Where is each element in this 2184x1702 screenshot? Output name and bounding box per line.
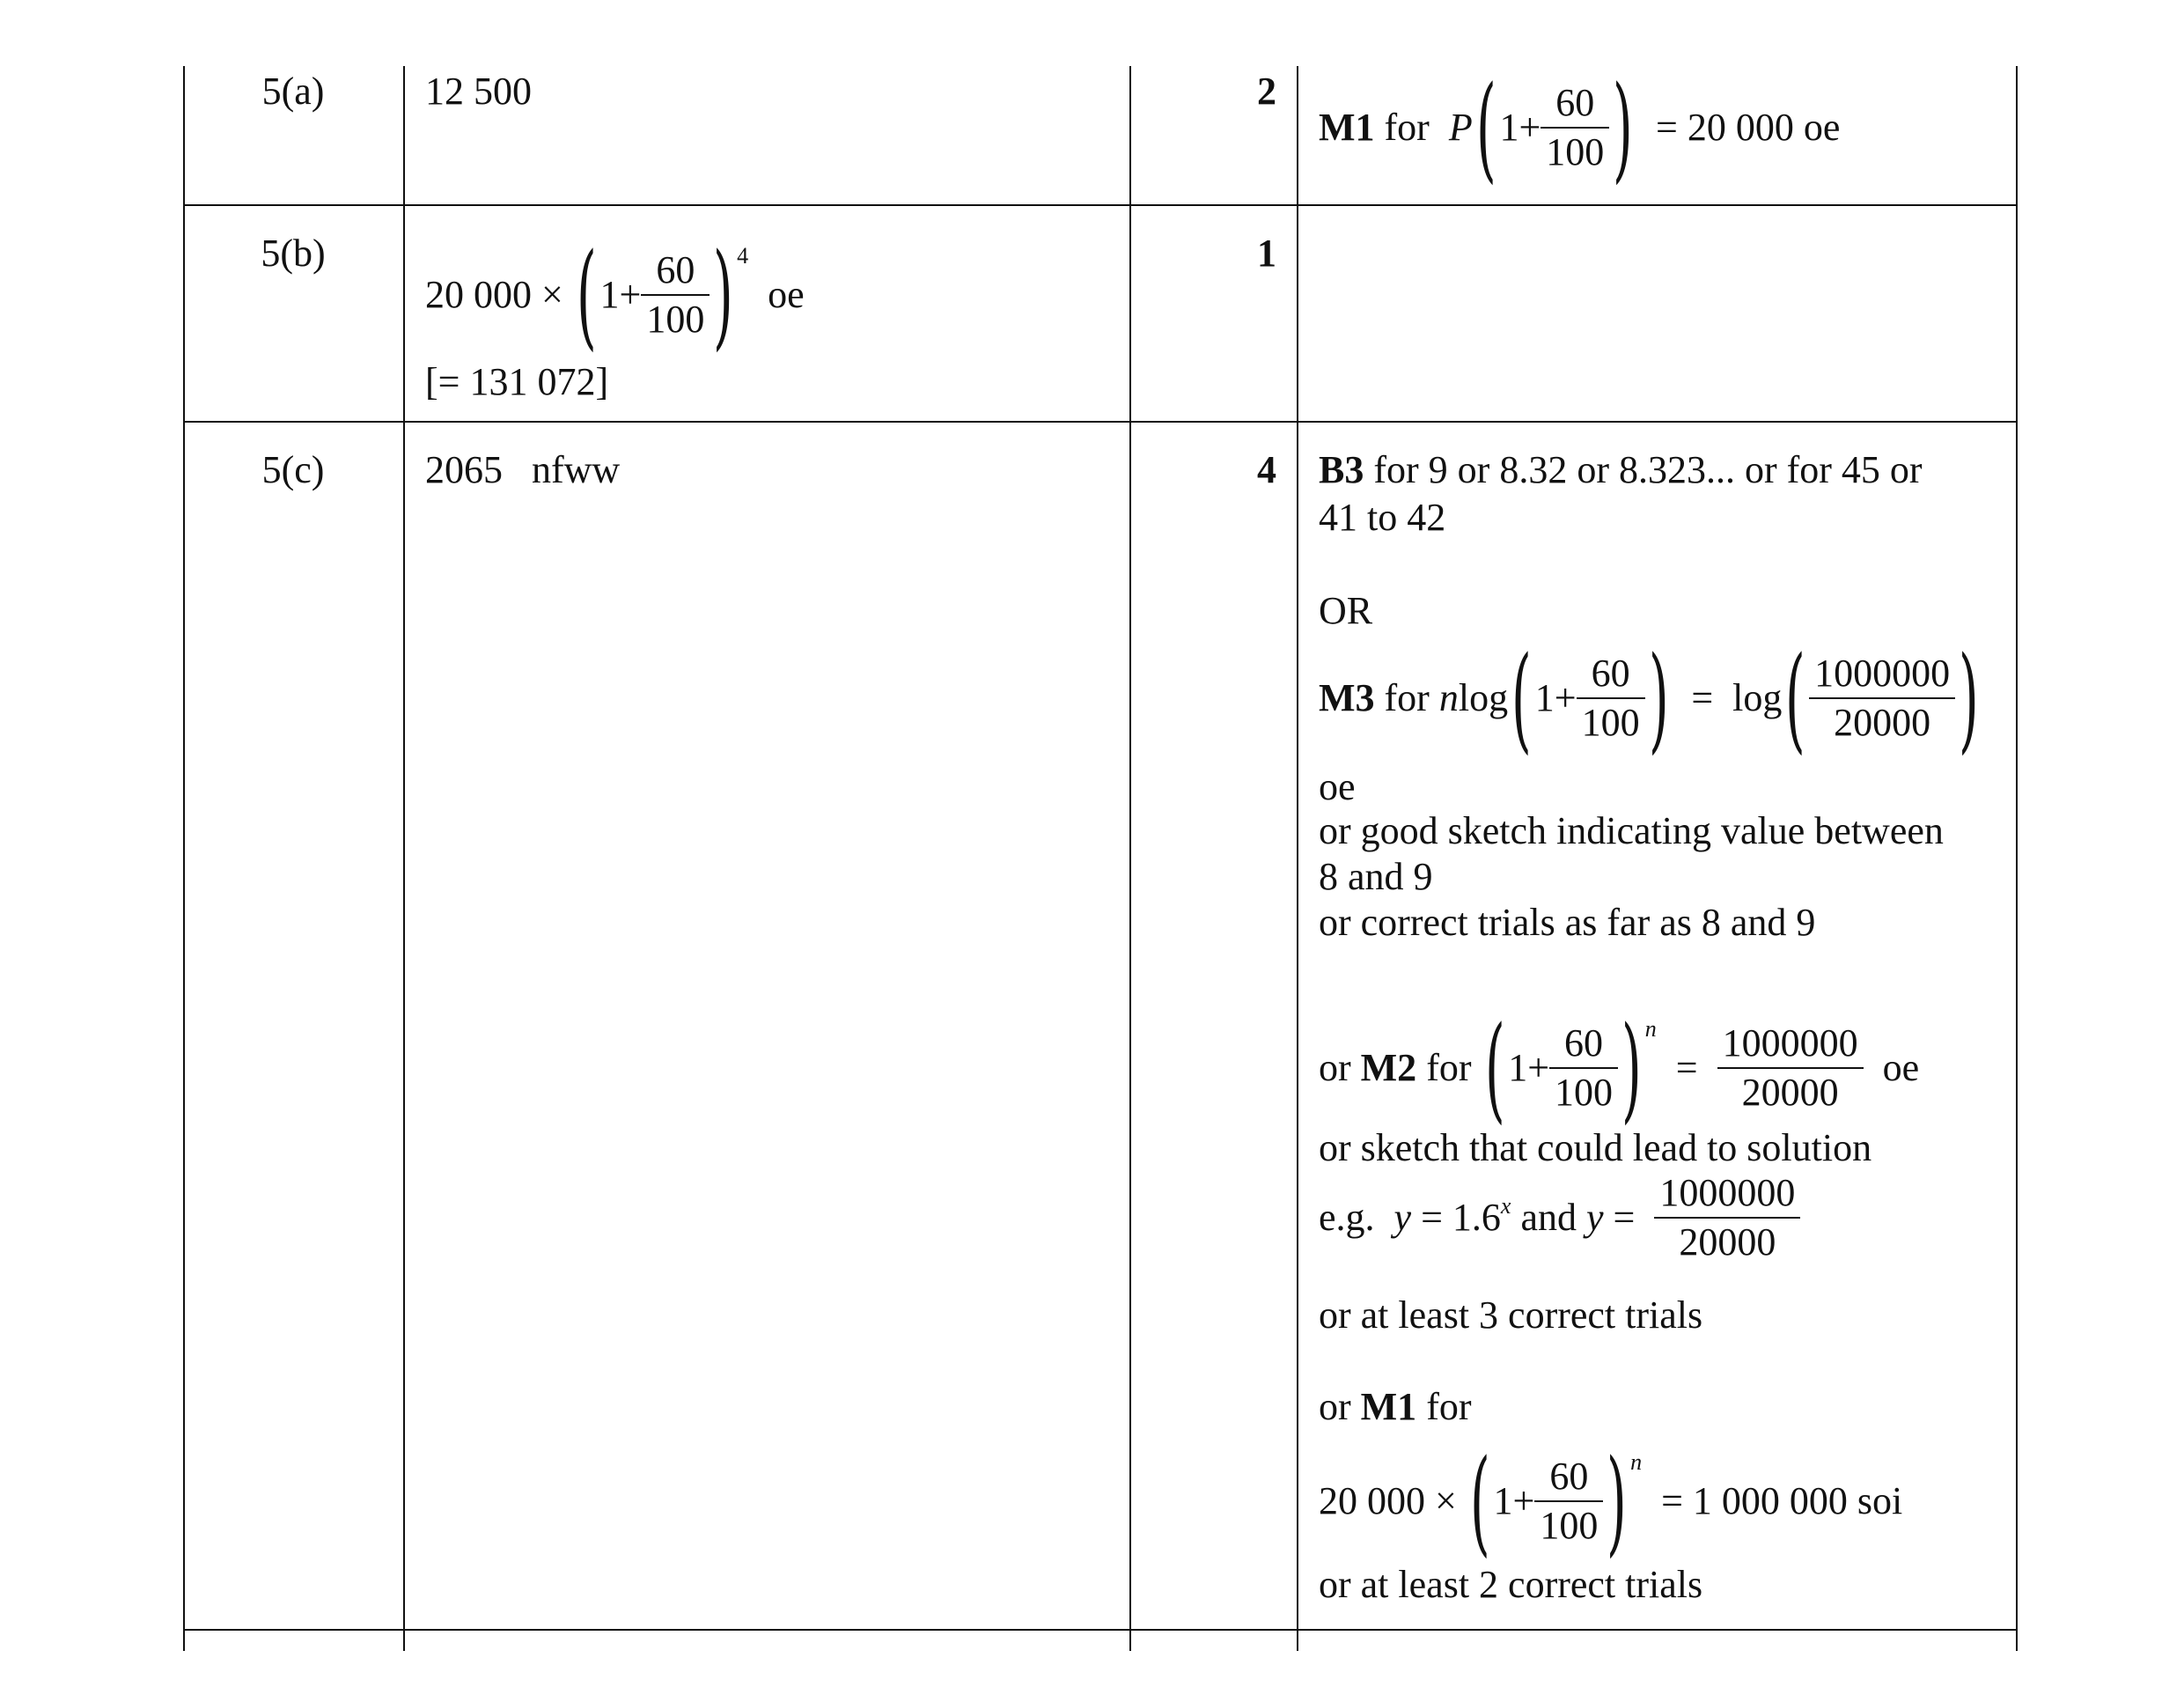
exponent: n [1630,1449,1643,1476]
answer: 12 500 [425,70,532,113]
fraction [1541,80,1609,173]
exponent: 4 [737,243,749,269]
mark-code: M1 [1319,105,1375,149]
question-number: 5(c) [261,448,325,491]
numerator: 1000000 [1809,653,1955,699]
numerator: 60 [641,250,710,296]
row-divider-3 [183,1629,2018,1631]
question-number: 5(b) [261,232,326,275]
left-paren: ( [1484,1001,1505,1135]
answer: 2065 nfww [425,448,621,491]
right-paren: ) [1613,61,1634,195]
guidance-5a [1319,61,1841,195]
fraction [1717,1020,1864,1114]
row-divider-2 [183,421,2018,423]
mark-code: M1 [1360,1385,1417,1428]
numerator: 60 [1541,83,1609,129]
expression: 1+ [1508,1045,1550,1089]
function: log [1458,675,1509,719]
mark-code: M3 [1319,675,1375,719]
fraction [641,247,710,341]
table-border-col2 [403,66,405,1651]
denominator: 20000 [1679,1220,1776,1264]
table-border-left [183,66,185,1651]
left-paren: ( [1511,631,1532,765]
guidance-or: OR [1319,589,1373,632]
denominator: 100 [646,298,705,341]
row-divider-1 [183,204,2018,206]
expression: 20 000 × [1319,1478,1457,1522]
numerator: 1000000 [1717,1023,1864,1069]
expression: = 1.6 [1421,1195,1501,1239]
guidance-m2 [1319,1001,1920,1135]
guidance-text: e.g. [1319,1195,1375,1239]
equals: = [1613,1195,1636,1239]
guidance-text: or at least 2 correct trials [1319,1563,1703,1606]
variable: n [1438,675,1459,719]
numerator: 60 [1577,653,1645,699]
denominator: 100 [1546,130,1605,173]
exponent: x [1500,1192,1511,1219]
guidance-text: for [1384,105,1430,149]
right-paren: ) [1959,631,1979,765]
guidance-text: or at least 3 correct trials [1319,1293,1703,1337]
fraction [1809,653,1955,743]
guidance-text: or sketch that could lead to solution [1319,1126,1872,1169]
fraction [1577,653,1645,743]
exponent: n [1644,1016,1657,1043]
guidance-text: oe [1882,1045,1920,1089]
expression: 1+ [1499,105,1541,149]
table-border-right [2016,66,2018,1651]
left-paren: ( [1475,61,1496,195]
guidance-m1-header [1319,1384,1472,1431]
variable: y [1585,1195,1604,1239]
right-paren: ) [1621,1001,1642,1135]
table-border-col4 [1297,66,1298,1651]
right-paren: ) [713,228,734,362]
numerator: 60 [1549,1023,1618,1069]
guidance-text: oe [1319,765,1356,808]
question-number: 5(a) [261,70,325,113]
fraction [1654,1173,1800,1263]
marks: 4 [1257,448,1276,491]
right-paren: ) [1607,1434,1628,1568]
right-paren: ) [1648,631,1669,765]
expression: 1+ [599,272,642,316]
left-paren: ( [1469,1434,1490,1568]
guidance-text: for [1426,1385,1472,1428]
denominator: 100 [1540,1504,1599,1547]
answer-result: [= 131 072] [425,360,609,403]
guidance-text: or [1319,1385,1351,1428]
variable: y [1393,1195,1412,1239]
left-paren: ( [1785,631,1806,765]
expression: 1+ [1493,1478,1535,1522]
expression: 1+ [1534,675,1577,719]
answer-expression [425,228,805,362]
numerator: 1000000 [1654,1173,1800,1219]
guidance-text: or [1319,1045,1351,1089]
equation-rhs: = 1 000 000 soi [1661,1478,1903,1522]
guidance-text: for [1384,675,1430,719]
guidance-text: 8 and 9 [1319,855,1433,898]
guidance-text: 41 to 42 [1319,496,1446,539]
denominator: 20000 [1741,1071,1839,1114]
expression: 20 000 × [425,272,563,316]
table-border-col3 [1129,66,1131,1651]
denominator: 100 [1581,701,1640,744]
guidance-text: or correct trials as far as 8 and 9 [1319,901,1816,944]
guidance-example [1319,1173,1800,1263]
fraction [1534,1456,1603,1546]
denominator: 20000 [1834,701,1931,744]
guidance-b3 [1319,447,1923,494]
guidance-m1 [1319,1434,1903,1568]
guidance-text: for [1426,1045,1472,1089]
guidance-m3 [1319,631,1982,765]
equals: = [1691,675,1714,719]
denominator: 100 [1555,1071,1614,1114]
function: log [1732,675,1783,719]
guidance-text: and [1520,1195,1577,1239]
guidance-text: or good sketch indicating value between [1319,809,1944,852]
marks: 1 [1257,232,1276,275]
fraction [1549,1020,1618,1114]
marks: 2 [1257,70,1276,113]
mark-code: B3 [1319,448,1364,491]
suffix: oe [768,272,805,316]
variable: P [1448,105,1473,149]
numerator: 60 [1534,1456,1603,1502]
equation-rhs: = 20 000 oe [1656,105,1841,149]
left-paren: ( [576,228,597,362]
mark-code: M2 [1360,1045,1417,1089]
guidance-text: for 9 or 8.32 or 8.323... or for 45 or [1373,448,1923,491]
equals: = [1675,1045,1698,1089]
